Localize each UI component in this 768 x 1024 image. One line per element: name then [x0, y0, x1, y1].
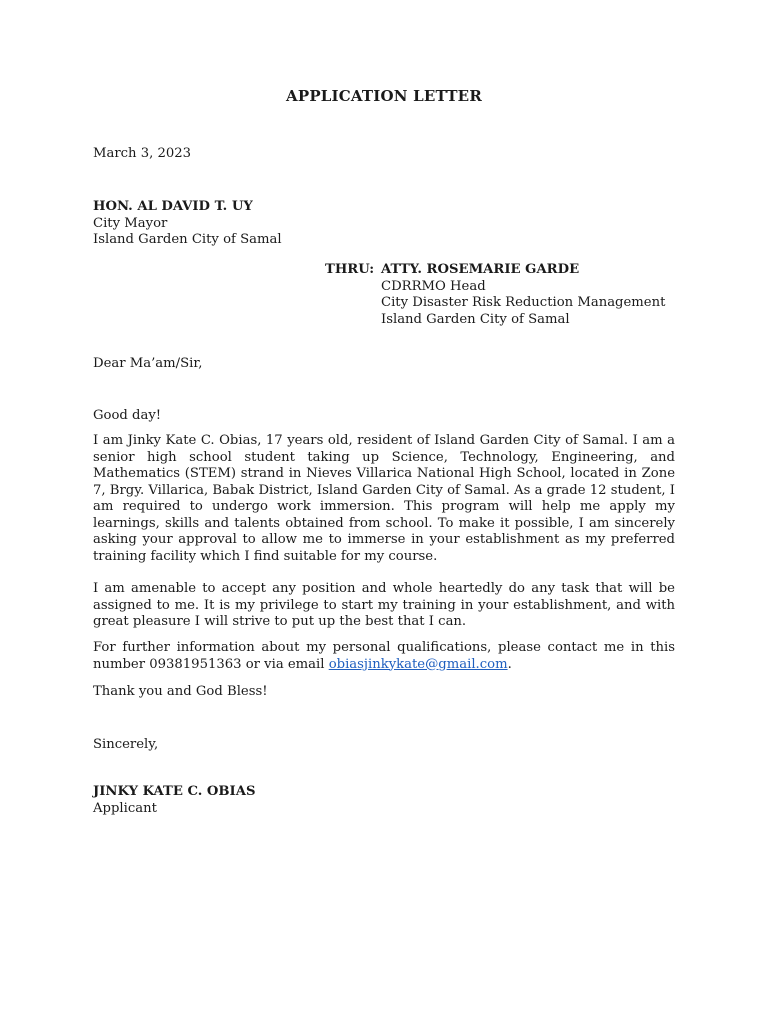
sign-off-text: Sincerely, — [93, 737, 159, 752]
greeting — [93, 408, 675, 425]
date-text: March 3, 2023 — [93, 146, 192, 161]
greeting-text: Good day! — [93, 408, 162, 423]
thru-block — [325, 262, 685, 328]
recipient-position: City Mayor — [93, 215, 168, 231]
paragraph-2-text: I am amenable to accept any position and whole heartedly do any task that will be assigned to me. It is my privilege to start my training in your establishment, and with great pleasure I will strive to put up the best that I can. — [93, 581, 675, 629]
body-paragraph-3 — [93, 640, 675, 673]
signature-name: JINKY KATE C. OBIAS — [93, 784, 256, 799]
paragraph-3 — [93, 640, 675, 673]
salutation — [93, 356, 675, 373]
closing-thanks-text: Thank you and God Bless! — [93, 684, 268, 699]
body-paragraph-2 — [93, 581, 675, 631]
letter-title: APPLICATION LETTER — [286, 87, 482, 105]
thru-location: Island Garden City of Samal — [381, 311, 570, 327]
thru-row — [325, 262, 685, 279]
letter-date — [93, 146, 675, 163]
recipient-location: Island Garden City of Samal — [93, 232, 282, 247]
body-paragraph-1 — [93, 433, 675, 565]
paragraph-3-end: . — [507, 656, 512, 672]
paragraph-1-text: I am Jinky Kate C. Obias, 17 years old, resident of Island Garden City of Samal. I am a senior high school student taking up Science, Technology, Engineering, and Mathematics (STEM) strand in Nieves Villarica National High School, located in Zone 7, Brgy. Villarica, Babak District, Island Garden City of Samal. As a grade 12 student, I am required to undergo work immersion. This program will help me apply my learnings, skills and talents obtained from school. To make it possible, I am sincerely asking your approval to allow me to immerse in your establishment as my preferred training facility which I find suitable for my course. — [93, 433, 675, 564]
recipient-block — [93, 199, 675, 249]
signature-title: Applicant — [93, 800, 157, 816]
thru-label: THRU: — [325, 262, 375, 277]
thru-name: ATTY. ROSEMARIE GARDE — [381, 262, 580, 277]
thru-office: City Disaster Risk Reduction Management — [381, 295, 666, 310]
thru-position: CDRRMO Head — [381, 278, 486, 294]
signature-block — [93, 784, 675, 817]
recipient-name: HON. AL DAVID T. UY — [93, 199, 253, 214]
email-link[interactable]: obiasjinkykate@gmail.com — [328, 656, 508, 672]
closing-thanks — [93, 684, 675, 701]
paragraph-3-text: For further information about my personal qualifications, please contact me in this number 09381951363 or via email — [93, 640, 675, 672]
salutation-text: Dear Ma’am/Sir, — [93, 356, 203, 371]
sign-off — [93, 737, 675, 754]
